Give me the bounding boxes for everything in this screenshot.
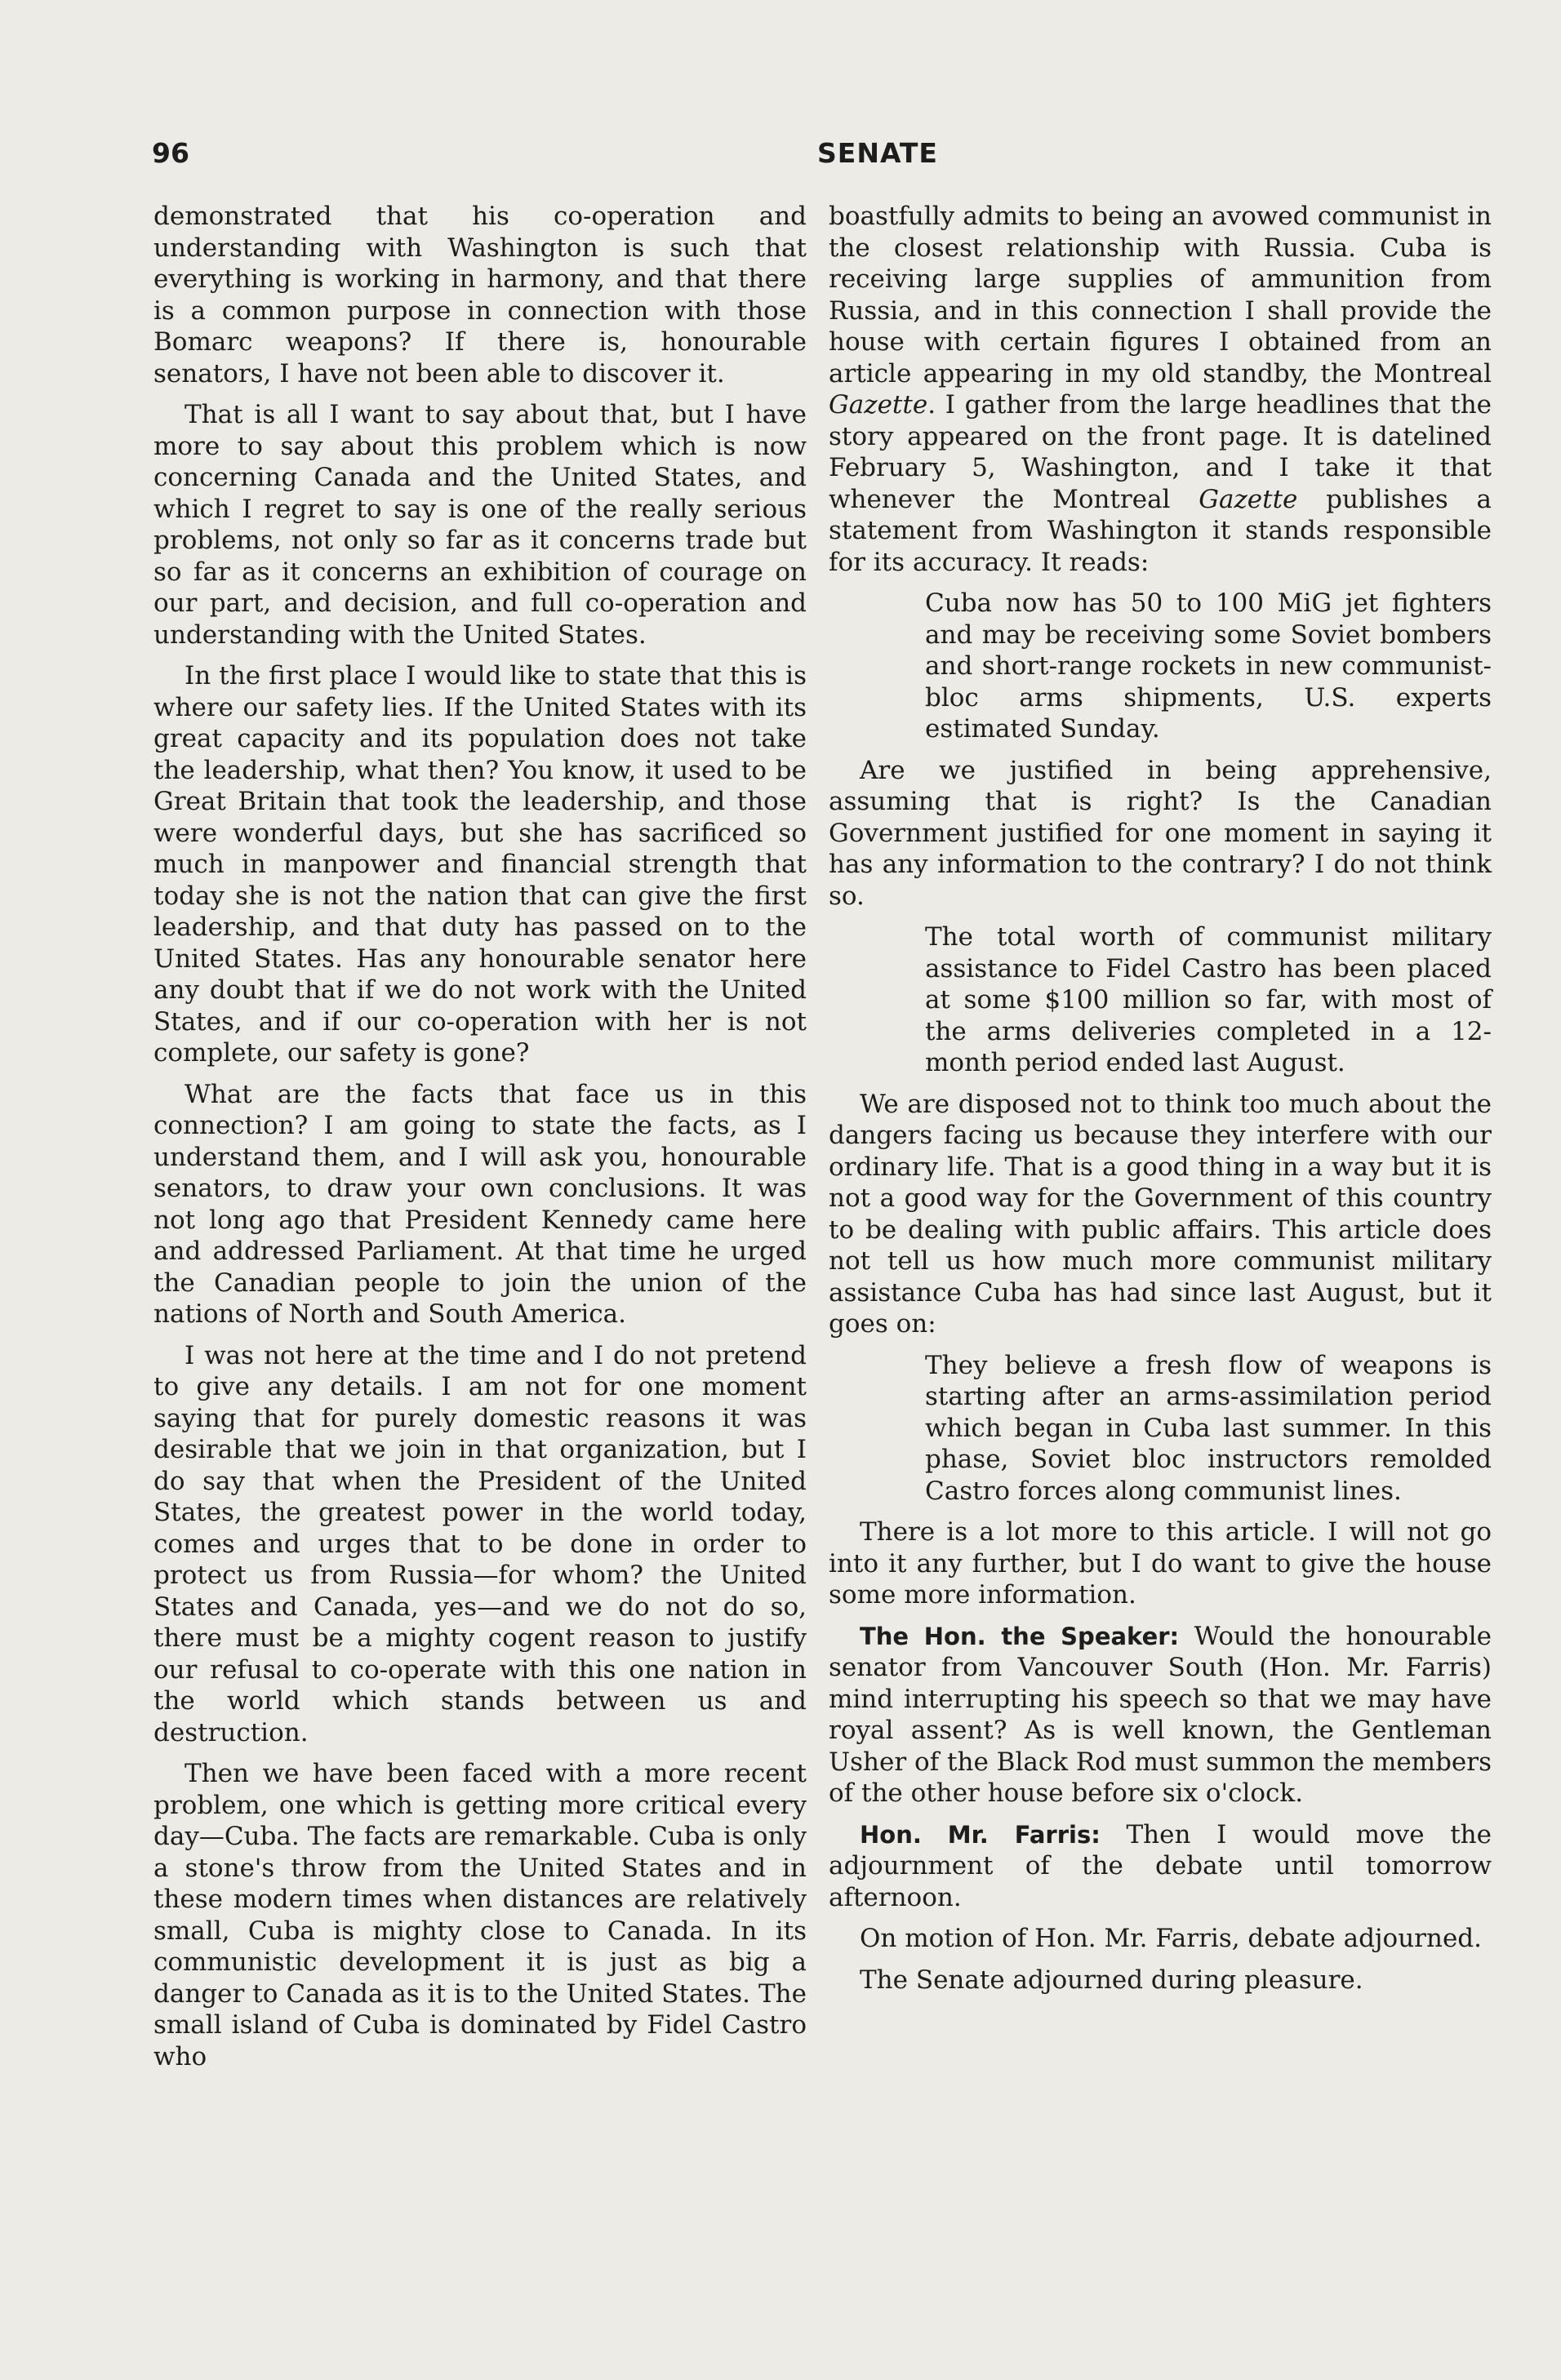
paragraph <box>829 1621 1492 1809</box>
paragraph: demonstrated that his co-operation and understanding with Washington is such that everything is working in harmony, and that there is a common purpose in connection with those Bomarc weapons? If there is, honourable senators, I have not been able to discover it. <box>153 202 807 389</box>
paragraph: That is all I want to say about that, but I have more to say about this problem which is now concerning Canada and the United States, and which I regret to say is one of the really serious problems, not only so far as it concerns trade but so far as it concerns an exhibition of courage on our part, and decision, and full co-operation and understanding with the United States. <box>153 400 807 650</box>
paragraph: What are the facts that face us in this connection? I am going to state the facts, as I understand them, and I will ask you, honourable senators, to draw your own conclusions. It was not long ago that President Kennedy came here and addressed Parliament. At that time he urged the Canadian people to join the union of the nations of North and South America. <box>153 1079 807 1329</box>
right-column <box>829 201 1492 2005</box>
paragraph: There is a lot more to this article. I will not go into it any further, but I do want to give the house some more information. <box>829 1517 1492 1610</box>
newspaper-title: Gazette <box>1199 484 1298 514</box>
speaker-label: The Hon. the Speaker: <box>860 1622 1180 1650</box>
text-run: . I gather from the large headlines that the story appeared on the front page. It is datelined February 5, Washington, and I take it that whenever the Montreal <box>829 390 1492 514</box>
paragraph: In the first place I would like to state that this is where our safety lies. If the United States with its great capacity and its population does not take the leadership, what then? You know, it used to be Great Britain that took the leadership, and those were wonderful days, but she has sacrificed so much in manpower and financial strength that today she is not the nation that can give the first leadership, and that duty has passed on to the United States. Has any honourable senator here any doubt that if we do not work with the United States, and if our co-operation with her is not complete, our safety is gone? <box>153 661 807 1068</box>
paragraph: I was not here at the time and I do not pretend to give any details. I am not for one moment saying that for purely domestic reasons it was desirable that we join in that organization, but I do say that when the President of the United States, the greatest power in the world today, comes and urges that to be done in order to protect us from Russia—for whom? the United States and Canada, yes—and we do not do so, there must be a mighty cogent reason to justify our refusal to co-operate with this one nation in the world which stands between us and destruction. <box>153 1340 807 1747</box>
page-number: 96 <box>152 137 189 169</box>
paragraph: Are we justified in being apprehensive, assuming that is right? Is the Canadian Government justified for one moment in saying it has any information to the contrary? I do not think so. <box>829 755 1492 911</box>
left-column <box>153 201 807 2082</box>
paragraph: The Senate adjourned during pleasure. <box>860 1965 1363 1995</box>
running-title: SENATE <box>817 137 938 169</box>
text-run: boastfully admits to being an avowed communist in the closest relationship with Russia. Cuba is receiving large supplies of ammunition from Russia, and in this connection I shall provide the house with certain figures I obtained from an article appearing in my old standby, the Montreal <box>829 202 1492 389</box>
block-quote <box>829 1350 1492 1507</box>
paragraph: We are disposed not to think too much about the dangers facing us because they interfere with our ordinary life. That is a good thing in a way but it is not a good way for the Government of this country to be dealing with public affairs. This article does not tell us how much more communist military assistance Cuba has had since last August, but it goes on: <box>829 1089 1492 1339</box>
paragraph <box>829 1819 1492 1914</box>
paragraph <box>829 201 1492 578</box>
quote-text: Cuba now has 50 to 100 MiG jet fighters and may be receiving some Soviet bombers and short-range rockets in new communist-bloc arms shipments, U.S. experts estimated Sunday. <box>925 588 1492 744</box>
newspaper-title: Gazette <box>829 390 928 420</box>
paragraph: Then we have been faced with a more recent problem, one which is getting more critical every day—Cuba. The facts are remarkable. Cuba is only a stone's throw from the United States and in these modern times when distances are relatively small, Cuba is mighty close to Canada. In its communistic development it is just as big a danger to Canada as it is to the United States. The small island of Cuba is dominated by Fidel Castro who <box>153 1759 807 2071</box>
paragraph: On motion of Hon. Mr. Farris, debate adjourned. <box>860 1924 1482 1953</box>
block-quote <box>829 588 1492 745</box>
quote-text: The total worth of communist military assistance to Fidel Castro has been placed at some $100 million so far, with most of the arms deliveries completed in a 12-month period ended last August. <box>925 922 1492 1077</box>
text-run: Would the honourable senator from Vancouver South (Hon. Mr. Farris) mind interrupting his speech so that we may have royal assent? As is well known, the Gentleman Usher of the Black Rod must summon the members of the other house before six o'clock. <box>829 1621 1492 1808</box>
text-run: Then I would move the adjournment of the debate until tomorrow afternoon. <box>829 1819 1492 1912</box>
quote-text: They believe a fresh flow of weapons is starting after an arms-assimilation period which began in Cuba last summer. In this phase, Soviet bloc instructors remolded Castro forces along communist lines. <box>925 1350 1492 1506</box>
text-run: publishes a statement from Washington it stands responsible for its accuracy. It reads: <box>829 484 1492 577</box>
speaker-label: Hon. Mr. Farris: <box>860 1820 1101 1849</box>
block-quote <box>829 921 1492 1079</box>
